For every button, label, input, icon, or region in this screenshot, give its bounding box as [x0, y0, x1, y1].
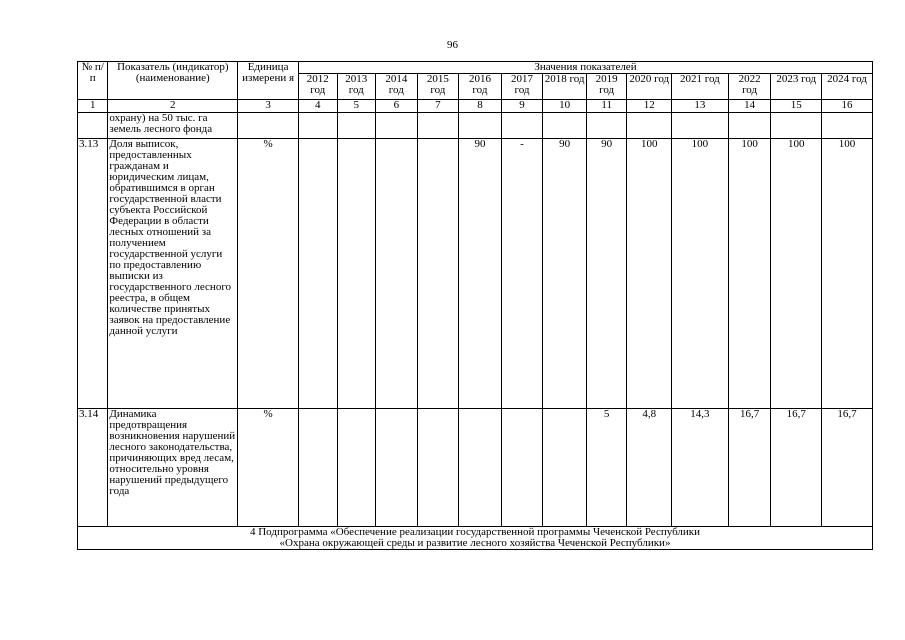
- column-number: 2: [108, 100, 238, 113]
- column-number-row: [78, 100, 873, 113]
- indicators-table: [77, 61, 873, 550]
- column-number: 8: [459, 100, 502, 113]
- row-value: 90: [459, 139, 502, 409]
- header-year: 2019 год: [586, 74, 627, 100]
- row-value: 16,7: [771, 409, 822, 527]
- column-number: 14: [728, 100, 771, 113]
- row-value: [627, 113, 672, 139]
- subprogram-title-line1: 4 Подпрограмма «Обеспечение реализации государственной программы Чеченской Республики: [249, 526, 701, 538]
- header-num: № п/п: [78, 62, 108, 100]
- row-value: 16,7: [728, 409, 771, 527]
- row-value: 100: [627, 139, 672, 409]
- row-unit: %: [238, 139, 299, 409]
- row-value: [337, 139, 376, 409]
- row-value: 90: [586, 139, 627, 409]
- column-number: 1: [78, 100, 108, 113]
- header-year: 2015 год: [417, 74, 459, 100]
- column-number: 9: [501, 100, 543, 113]
- header-year: 2016 год: [459, 74, 502, 100]
- column-number: 7: [417, 100, 459, 113]
- row-value: [376, 139, 418, 409]
- row-value: [459, 409, 502, 527]
- header-year: 2017 год: [501, 74, 543, 100]
- row-value: [417, 113, 459, 139]
- row-indicator: охрану) на 50 тыс. га земель лесного фонда: [108, 113, 238, 139]
- header-year: 2021 год: [672, 74, 729, 100]
- row-value: [417, 409, 459, 527]
- row-indicator: Доля выписок, предоставленных гражданам и юридическим лицам, обратившимся в орган государственной власти субъекта Российской Федерации в области лесных отношений за получением государственной услуги по предоставлению выписки из государственного лесного реестра, в общем количестве принятых заявок на предоставление данной услуги: [108, 139, 238, 409]
- subprogram-heading: [78, 527, 873, 550]
- row-num: [78, 113, 108, 139]
- page-number: 96: [447, 39, 458, 51]
- row-unit: [238, 113, 299, 139]
- column-number: 11: [586, 100, 627, 113]
- row-value: -: [501, 139, 543, 409]
- header-year: 2018 год: [543, 74, 587, 100]
- row-value: [337, 409, 376, 527]
- row-value: [417, 139, 459, 409]
- header-values-group: Значения показателей: [299, 62, 873, 74]
- row-value: 100: [822, 139, 873, 409]
- row-value: [299, 139, 338, 409]
- header-year: 2023 год: [771, 74, 822, 100]
- row-value: 14,3: [672, 409, 729, 527]
- column-number: 5: [337, 100, 376, 113]
- column-number: 13: [672, 100, 729, 113]
- table-row: [78, 113, 873, 139]
- row-value: [299, 409, 338, 527]
- header-year: 2014 год: [376, 74, 418, 100]
- row-value: [376, 113, 418, 139]
- row-value: 100: [728, 139, 771, 409]
- row-value: [299, 113, 338, 139]
- column-number: 10: [543, 100, 587, 113]
- row-value: 90: [543, 139, 587, 409]
- column-number: 6: [376, 100, 418, 113]
- row-indicator: Динамика предотвращения возникновения нарушений лесного законодательства, причиняющих вред лесам, относительно уровня нарушений предыдущего года: [108, 409, 238, 527]
- column-number: 16: [822, 100, 873, 113]
- header-year: 2012 год: [299, 74, 338, 100]
- row-unit: %: [238, 409, 299, 527]
- row-value: 5: [586, 409, 627, 527]
- header-indicator: Показатель (индикатор) (наименование): [108, 62, 238, 100]
- header-year: 2022 год: [728, 74, 771, 100]
- row-value: 16,7: [822, 409, 873, 527]
- row-value: [337, 113, 376, 139]
- column-number: 12: [627, 100, 672, 113]
- row-value: 4,8: [627, 409, 672, 527]
- subprogram-row: [78, 527, 873, 550]
- row-value: [771, 113, 822, 139]
- header-unit: Единица измерени я: [238, 62, 299, 100]
- row-value: [728, 113, 771, 139]
- row-value: [586, 113, 627, 139]
- header-year: 2024 год: [822, 74, 873, 100]
- row-num: 3.14: [78, 409, 108, 527]
- row-value: [459, 113, 502, 139]
- header-row-top: [78, 62, 873, 74]
- column-number: 15: [771, 100, 822, 113]
- row-value: [501, 409, 543, 527]
- header-year: 2020 год: [627, 74, 672, 100]
- row-num: 3.13: [78, 139, 108, 409]
- column-number: 4: [299, 100, 338, 113]
- row-value: [672, 113, 729, 139]
- row-value: 100: [771, 139, 822, 409]
- row-value: [376, 409, 418, 527]
- row-value: [543, 409, 587, 527]
- table-row: [78, 409, 873, 527]
- row-value: 100: [672, 139, 729, 409]
- table-row: [78, 139, 873, 409]
- row-value: [501, 113, 543, 139]
- row-value: [543, 113, 587, 139]
- subprogram-title-line2: «Охрана окружающей среды и развитие лесного хозяйства Чеченской Республики»: [279, 537, 671, 549]
- header-year: 2013 год: [337, 74, 376, 100]
- column-number: 3: [238, 100, 299, 113]
- row-value: [822, 113, 873, 139]
